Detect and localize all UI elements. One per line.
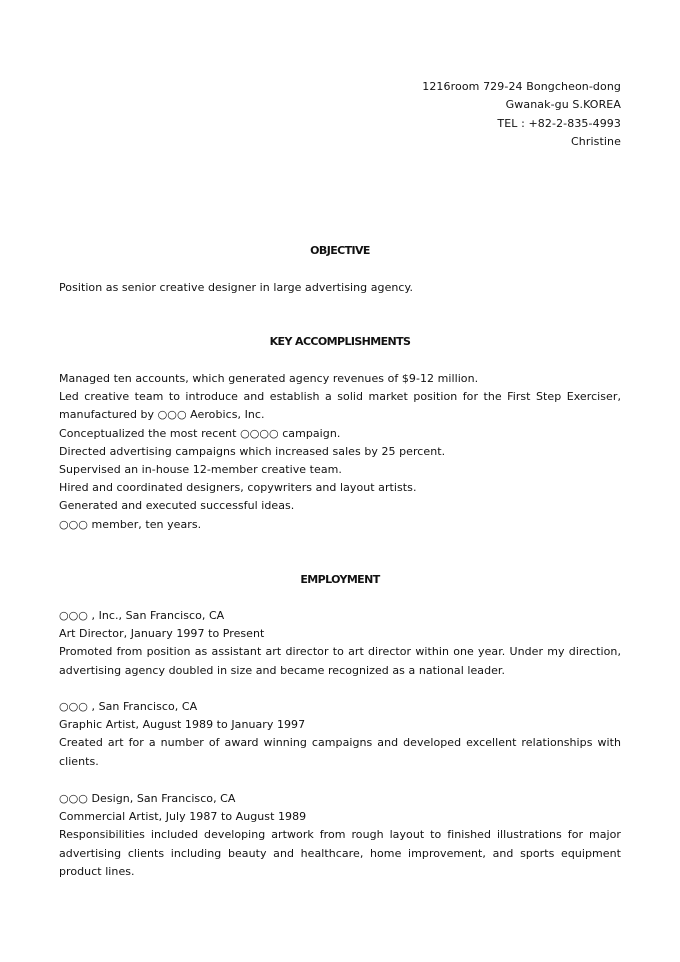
accomplishment-item: Directed advertising campaigns which increased sales by 25 percent. <box>59 444 446 458</box>
job-entry <box>59 790 621 881</box>
job-description-line: Promoted from position as assistant art director to art director within one year. Under my direction, <box>59 645 621 659</box>
address-block <box>422 78 621 151</box>
accomplishments-heading: KEY ACCOMPLISHMENTS <box>269 335 411 348</box>
objective-heading: OBJECTIVE <box>310 244 370 257</box>
accomplishment-item: Hired and coordinated designers, copywriters and layout artists. <box>59 481 417 495</box>
job-title: Commercial Artist, July 1987 to August 1989 <box>59 810 307 824</box>
job-title: Art Director, January 1997 to Present <box>59 627 265 641</box>
job-company: ○○○ , San Francisco, CA <box>59 700 198 713</box>
job-description-line: advertising agency doubled in size and became recognized as a national leader. <box>59 663 506 677</box>
accomplishment-item: Supervised an in-house 12-member creative team. <box>59 463 342 477</box>
job-description-line: Responsibilities included developing artwork from rough layout to finished illustrations for major <box>59 828 621 842</box>
accomplishment-item: Led creative team to introduce and establish a solid market position for the First Step Exerciser, <box>59 390 621 404</box>
job-company: ○○○ , Inc., San Francisco, CA <box>59 609 225 622</box>
address-line-street: 1216room 729-24 Bongcheon-dong <box>422 80 621 93</box>
job-entry <box>59 698 621 771</box>
job-description-line: clients. <box>59 754 99 768</box>
accomplishment-item: Conceptualized the most recent ○○○○ campaign. <box>59 426 341 440</box>
address-line-name: Christine <box>571 134 621 148</box>
job-description-line: product lines. <box>59 864 135 878</box>
accomplishment-item: ○○○ member, ten years. <box>59 517 202 531</box>
accomplishments-list <box>59 370 621 534</box>
job-title: Graphic Artist, August 1989 to January 1997 <box>59 718 306 732</box>
job-description-line: Created art for a number of award winning campaigns and developed excellent relationships with <box>59 736 621 750</box>
accomplishment-item: Managed ten accounts, which generated agency revenues of $9-12 million. <box>59 372 479 385</box>
employment-heading: EMPLOYMENT <box>300 573 380 586</box>
address-line-district: Gwanak-gu S.KOREA <box>505 98 621 112</box>
job-description-line: advertising clients including beauty and healthcare, home improvement, and sports equipment <box>59 846 621 860</box>
objective-line: Position as senior creative designer in large advertising agency. <box>59 281 414 294</box>
job-company: ○○○ Design, San Francisco, CA <box>59 792 236 805</box>
objective-text <box>59 279 621 297</box>
accomplishment-item: Generated and executed successful ideas. <box>59 499 295 513</box>
address-line-phone: TEL : +82-2-835-4993 <box>497 116 621 130</box>
accomplishment-item: manufactured by ○○○ Aerobics, Inc. <box>59 408 265 422</box>
job-entry <box>59 607 621 680</box>
